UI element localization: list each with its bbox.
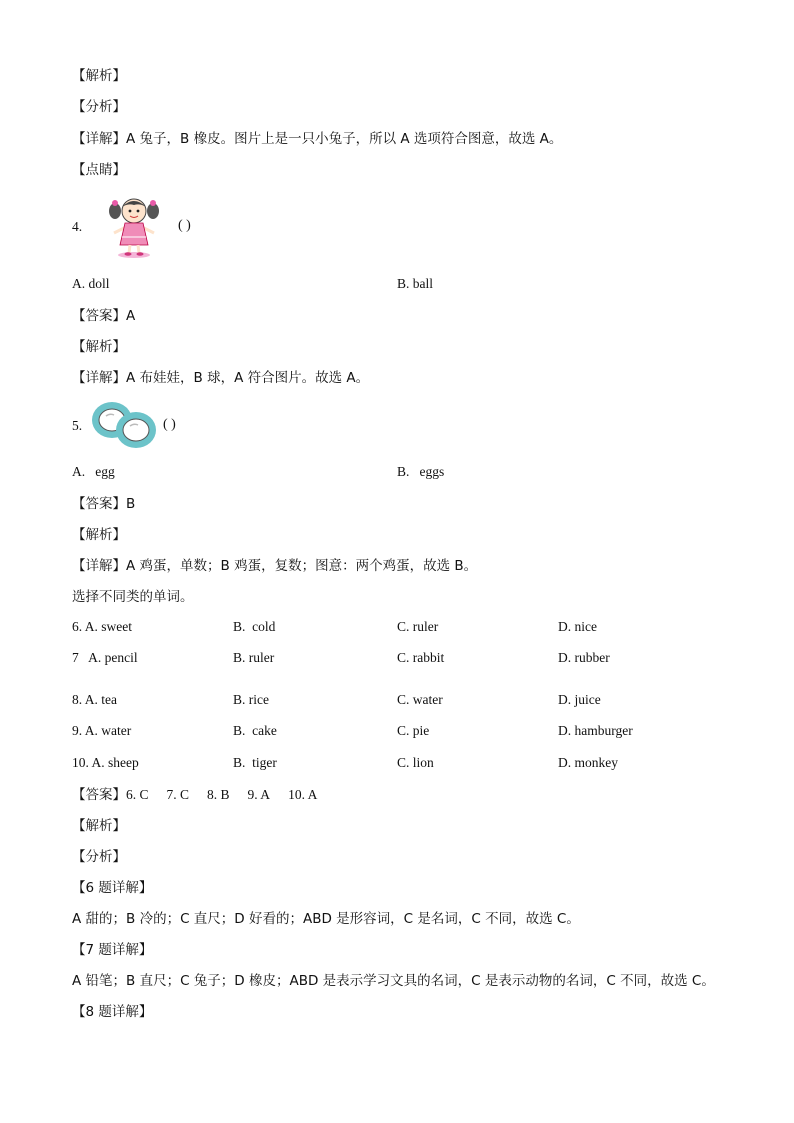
q8-option-c: C. water xyxy=(397,692,443,707)
q5-answer-blank: ( ) xyxy=(163,417,176,432)
q4-option-b: B. ball xyxy=(397,276,433,291)
tail-analysis-heading: 【解析】 xyxy=(72,818,126,834)
q7-option-b: B. ruler xyxy=(233,650,275,665)
q9-option-b: B. cake xyxy=(233,723,277,738)
q6-option-d: D. nice xyxy=(558,619,597,634)
q7-detail: A 铅笔；B 直尺；C 兔子；D 橡皮；ABD 是表示学习文具的名词，C 是表示动物的名词，C 不同，故选 C。 xyxy=(72,973,715,989)
doll-image xyxy=(106,193,162,259)
q10-option-b: B. tiger xyxy=(233,755,277,770)
q6-option-c: C. ruler xyxy=(397,619,439,634)
q7-option-a: 7 A. pencil xyxy=(72,650,138,665)
q9-option-d: D. hamburger xyxy=(558,723,633,738)
q4-detail: 【详解】A 布娃娃，B 球，A 符合图片。故选 A。 xyxy=(72,370,370,386)
q8-detail-heading: 【8 题详解】 xyxy=(72,1004,153,1020)
answer-6: 6. C xyxy=(126,787,149,802)
eggs-image xyxy=(88,396,162,452)
answer-9: 9. A xyxy=(247,787,271,802)
answer-10: 10. A xyxy=(288,787,318,802)
comment-heading: 【点睛】 xyxy=(72,162,126,178)
q6-detail: A 甜的；B 冷的；C 直尺；D 好看的；ABD 是形容词，C 是名词，C 不同，故选 C。 xyxy=(72,911,580,927)
q5-detail: 【详解】A 鸡蛋，单数；B 鸡蛋，复数；图意：两个鸡蛋，故选 B。 xyxy=(72,558,478,574)
q7-option-c: C. rabbit xyxy=(397,650,445,665)
q9-option-c: C. pie xyxy=(397,723,430,738)
q10-option-d: D. monkey xyxy=(558,755,618,770)
q7-detail-heading: 【7 题详解】 xyxy=(72,942,153,958)
q5-answer: 【答案】B xyxy=(72,496,136,512)
analysis-sub-heading: 【分析】 xyxy=(72,99,126,115)
q6-option-b: B. cold xyxy=(233,619,276,634)
q5-analysis-heading: 【解析】 xyxy=(72,527,126,543)
tail-analysis-sub-heading: 【分析】 xyxy=(72,849,126,865)
q5-option-a: A. egg xyxy=(72,464,115,479)
answers-line xyxy=(72,786,335,804)
q8-option-a: 8. A. tea xyxy=(72,692,117,707)
q4-answer-blank: ( ) xyxy=(178,218,191,233)
q7-option-d: D. rubber xyxy=(558,650,610,665)
q10-option-c: C. lion xyxy=(397,755,434,770)
q5-number: 5. xyxy=(72,418,83,433)
answer-7: 7. C xyxy=(166,787,190,802)
answers-label: 【答案】 xyxy=(72,787,126,803)
q8-option-d: D. juice xyxy=(558,692,601,707)
q9-option-a: 9. A. water xyxy=(72,723,132,738)
q5-option-b: B. eggs xyxy=(397,464,445,479)
q10-option-a: 10. A. sheep xyxy=(72,755,139,770)
detail-text: 【详解】A 兔子，B 橡皮。图片上是一只小兔子，所以 A 选项符合图意，故选 A。 xyxy=(72,131,563,147)
q8-option-b: B. rice xyxy=(233,692,269,707)
q4-analysis-heading: 【解析】 xyxy=(72,339,126,355)
q4-answer: 【答案】A xyxy=(72,308,136,324)
section-instruction: 选择不同类的单词。 xyxy=(72,589,194,605)
q6-option-a: 6. A. sweet xyxy=(72,619,132,634)
answer-8: 8. B xyxy=(207,787,230,802)
analysis-heading: 【解析】 xyxy=(72,68,126,84)
q4-option-a: A. doll xyxy=(72,276,110,291)
q6-detail-heading: 【6 题详解】 xyxy=(72,880,153,896)
q4-number: 4. xyxy=(72,219,83,234)
